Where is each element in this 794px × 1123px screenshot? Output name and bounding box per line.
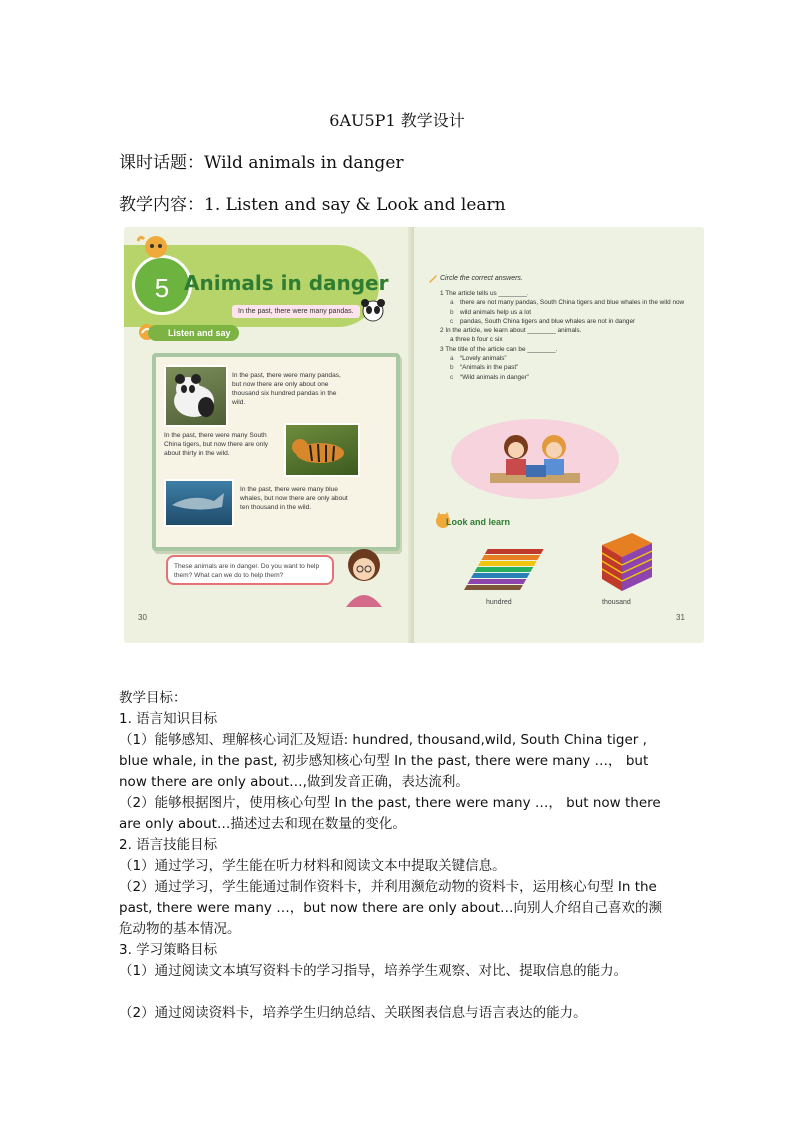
kids-reading-illustration	[450, 417, 620, 501]
objective-3-1: （1）通过阅读文本填写资料卡的学习指导，培养学生观察、对比、提取信息的能力。	[119, 963, 628, 979]
panda-photo	[164, 365, 228, 427]
question-3-option-a: a “Lovely animals”	[450, 355, 507, 363]
question-3-option-b: b “Animals in the past”	[450, 364, 519, 372]
monkey-icon	[136, 233, 176, 261]
hundred-beads-image	[460, 545, 544, 593]
pencil-icon	[428, 273, 438, 283]
objectives-heading: 教学目标：	[119, 690, 187, 706]
objective-section-2: 2. 语言技能目标	[119, 837, 218, 853]
whale-photo	[164, 479, 234, 527]
question-3-option-c: c “Wild animals in danger”	[450, 373, 529, 381]
textbook-left-page	[124, 227, 414, 643]
unit-number: 5	[132, 255, 192, 315]
question-1-option-a: a there are not many pandas, South China tigers and blue whales in the wild now	[450, 299, 685, 307]
question-1-option-b: b wild animals help us a lot	[450, 308, 532, 316]
panda-icon	[360, 299, 386, 323]
objective-section-3: 3. 学习策略目标	[119, 942, 218, 958]
question-1: 1 The article tells us ________.	[440, 290, 529, 297]
content-value: 1. Listen and say & Look and learn	[204, 195, 506, 215]
listen-and-say-tag: Listen and say	[148, 325, 239, 341]
look-and-learn-tag: Look and learn	[446, 517, 511, 527]
page-number-right: 31	[676, 613, 685, 622]
objective-2-2: （2）通过学习，学生能通过制作资料卡，并利用濒危动物的资料卡，运用核心句型 In the past, there were many …，but now there are only about…向别人介绍自己喜欢的濒危动物的基本情况。	[119, 879, 662, 937]
question-2-options: a three b four c six	[450, 336, 503, 344]
tiger-text: In the past, there were many South China tigers, but now there are only about thirty in the wild.	[164, 432, 269, 457]
content-line	[119, 190, 506, 215]
thousand-beads-image	[590, 527, 660, 595]
question-2: 2 In the article, we learn about ________ animals.	[440, 327, 582, 335]
unit-title: Animals in danger	[184, 271, 389, 295]
textbook-spread-image	[124, 227, 704, 643]
tiger-photo	[284, 423, 360, 477]
topic-label: 课时话题：	[119, 153, 204, 173]
objective-3-2: （2）通过阅读资料卡，培养学生归纳总结、关联图表信息与语言表达的能力。	[119, 1005, 587, 1021]
content-label: 教学内容：	[119, 195, 204, 215]
teacher-speech-bubble: These animals are in danger. Do you want to help them? What can we do to help them?	[166, 555, 334, 585]
document-title: 6AU5P1 教学设计	[329, 111, 465, 130]
question-3: 3 The title of the article can be ________.	[440, 345, 558, 353]
topic-value: Wild animals in danger	[204, 153, 404, 173]
teacher-illustration	[336, 543, 392, 607]
page-number-left: 30	[138, 613, 147, 622]
objective-2-1: （1）通过学习，学生能在听力材料和阅读文本中提取关键信息。	[119, 858, 506, 874]
storybook-illustration	[152, 353, 400, 551]
objective-1-2: （2）能够根据图片，使用核心句型 In the past, there were many …， but now there are only about…描述过去和现在数量的变化。	[119, 795, 661, 832]
whale-text: In the past, there were many blue whales, but now there are only about ten thousand in the wild.	[240, 486, 348, 511]
question-1-option-c: c pandas, South China tigers and blue whales are not in danger	[450, 317, 636, 325]
hundred-label: hundred	[486, 599, 512, 606]
textbook-right-page	[414, 227, 704, 643]
exercise-questions	[440, 289, 690, 382]
panda-text: In the past, there were many pandas, but now there are only about one thousand six hundred pandas in the wild.	[232, 372, 341, 406]
thousand-label: thousand	[602, 599, 631, 606]
top-speech-bubble: In the past, there were many pandas.	[232, 305, 360, 318]
objective-section-1: 1. 语言知识目标	[119, 711, 218, 727]
objective-1-1: （1）能够感知、理解核心词汇及短语: hundred, thousand,wild, South China tiger , blue whale, in the past, 初步感知核心句型 In the past, there were many …， but now there are only about…,做到发音正确，表达流利。	[119, 732, 649, 790]
exercise-title: Circle the correct answers.	[440, 275, 523, 282]
topic-line	[119, 148, 404, 173]
